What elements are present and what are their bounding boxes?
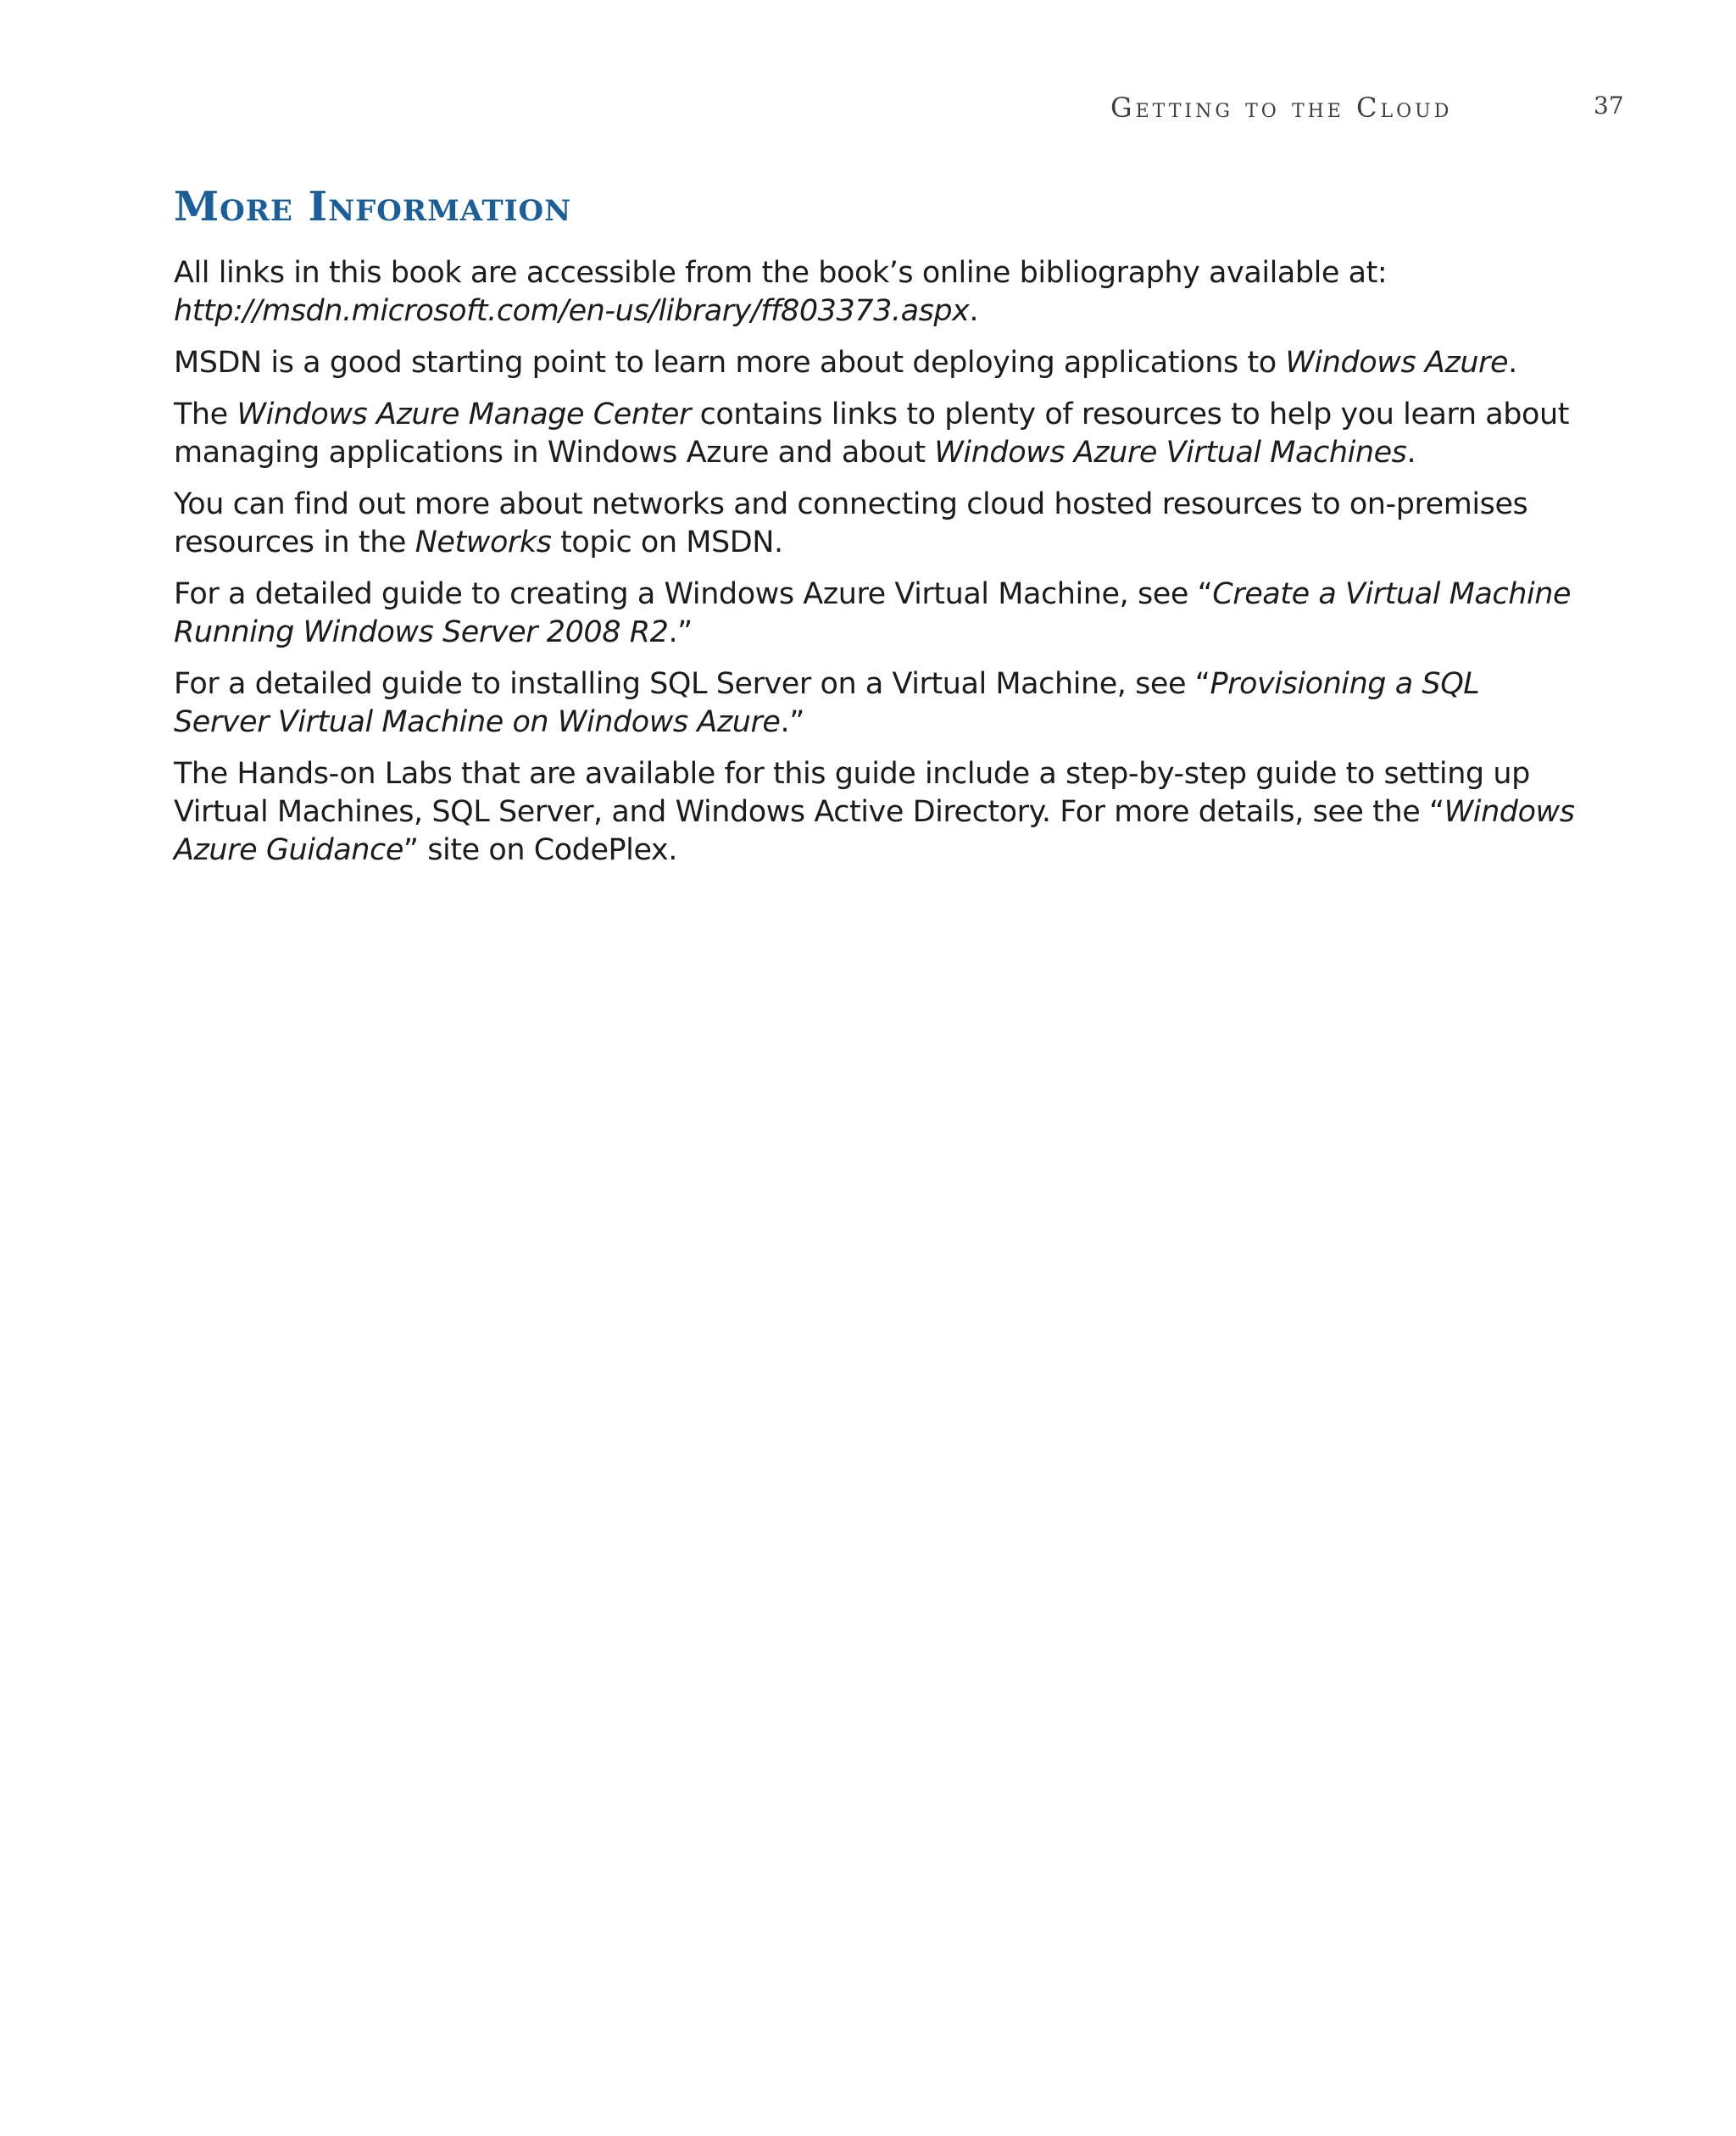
manage-center-link[interactable]: Windows Azure Manage Center bbox=[236, 398, 691, 431]
paragraph-text: MSDN is a good starting point to learn more about deploying applications to bbox=[174, 346, 1286, 380]
running-head: Getting to the Cloud bbox=[1110, 92, 1453, 124]
page-number: 37 bbox=[1594, 92, 1624, 120]
paragraph-text: The bbox=[174, 398, 237, 431]
page-content bbox=[174, 180, 1581, 883]
paragraph-text: . bbox=[1406, 436, 1416, 470]
sql-server-vm-link[interactable]: Provisioning a SQL Server Virtual Machine on Windows Azure bbox=[174, 667, 1480, 739]
paragraph-text: topic on MSDN. bbox=[551, 526, 783, 559]
networks-link[interactable]: Networks bbox=[415, 526, 552, 559]
windows-azure-link[interactable]: Windows Azure bbox=[1285, 346, 1509, 380]
paragraph-text: The Hands-on Labs that are available for this guide include a step-by-step guide to setting up Virtual Machines, SQL Server, and Windows Active Directory. For more details, see the “ bbox=[174, 757, 1530, 829]
paragraph-hands-on-labs bbox=[174, 755, 1581, 870]
create-vm-link[interactable]: Create a Virtual Machine Running Windows Server 2008 R2 bbox=[174, 577, 1572, 649]
paragraph-bibliography bbox=[174, 254, 1581, 331]
paragraph-manage-center bbox=[174, 396, 1581, 472]
paragraph-text: .” bbox=[668, 615, 693, 649]
virtual-machines-link[interactable]: Windows Azure Virtual Machines bbox=[934, 436, 1407, 470]
paragraph-text: .” bbox=[780, 705, 804, 739]
paragraph-text: . bbox=[1508, 346, 1517, 380]
paragraph-text: contains links to plenty of resources to help you learn about managing applications in Windows Azure and about bbox=[174, 398, 1570, 470]
paragraph-msdn bbox=[174, 344, 1581, 382]
paragraph-text: You can find out more about networks and connecting cloud hosted resources to on-premises resources in the bbox=[174, 487, 1528, 559]
paragraph-text: For a detailed guide to installing SQL Server on a Virtual Machine, see “ bbox=[174, 667, 1210, 701]
paragraph-vm-guide bbox=[174, 576, 1581, 652]
paragraph-text: For a detailed guide to creating a Windows Azure Virtual Machine, see “ bbox=[174, 577, 1213, 611]
paragraph-sql-guide bbox=[174, 665, 1581, 742]
section-heading: More Information bbox=[174, 183, 572, 231]
bibliography-link[interactable]: http://msdn.microsoft.com/en-us/library/ff803373.aspx bbox=[174, 294, 970, 328]
paragraph-text: All links in this book are accessible from the book’s online bibliography available at: bbox=[174, 256, 1388, 290]
azure-guidance-link[interactable]: Windows Azure Guidance bbox=[174, 795, 1575, 867]
paragraph-text: ” site on CodePlex. bbox=[403, 833, 677, 867]
paragraph-networks bbox=[174, 486, 1581, 562]
paragraph-text: . bbox=[969, 294, 979, 328]
